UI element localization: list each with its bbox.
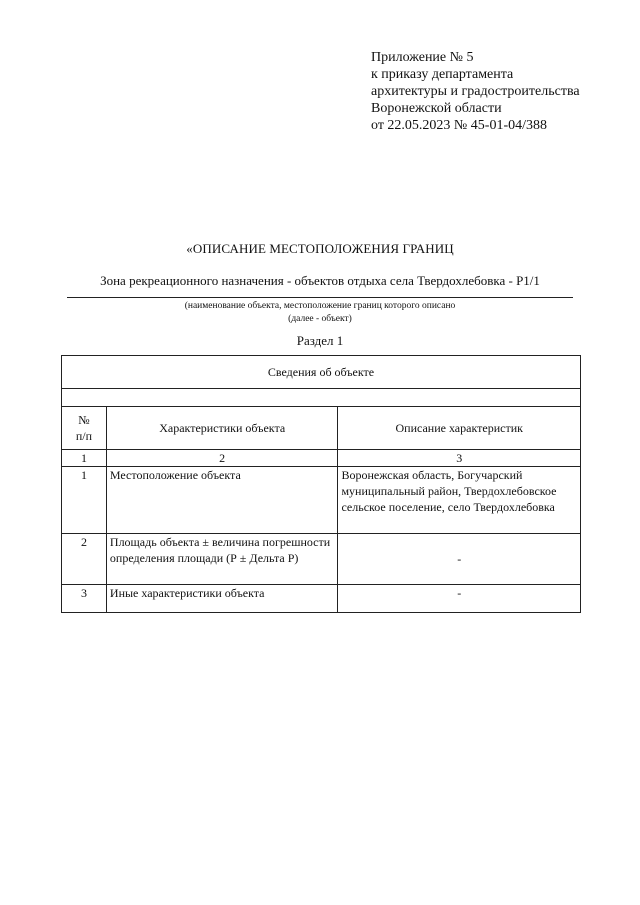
header-number-label: № — [78, 413, 90, 427]
row-characteristic: Местоположение объекта — [106, 467, 338, 534]
row-description: - — [338, 534, 581, 585]
header-description: Описание характеристик — [338, 407, 581, 450]
appendix-line: Приложение № 5 — [371, 50, 474, 65]
header-number-sublabel: п/п — [75, 429, 93, 443]
column-number: 3 — [338, 450, 581, 467]
row-description: - — [338, 585, 581, 613]
row-number: 3 — [62, 585, 107, 613]
appendix-line: от 22.05.2023 № 45-01-04/388 — [371, 118, 548, 133]
column-number: 2 — [106, 450, 338, 467]
table-empty-row — [62, 389, 581, 407]
object-info-table — [61, 355, 581, 613]
row-number: 1 — [62, 467, 107, 534]
row-number: 2 — [62, 534, 107, 585]
table-row — [62, 467, 581, 534]
object-caption — [0, 300, 640, 326]
header-number-cell — [62, 407, 107, 450]
table-row — [62, 534, 581, 585]
row-characteristic: Иные характеристики объекта — [106, 585, 338, 613]
caption-line: (наименование объекта, местоположение границ которого описано — [184, 301, 456, 311]
object-name: Зона рекреационного назначения - объектов отдыха села Твердохлебовка - Р1/1 — [100, 273, 540, 288]
section-heading: Раздел 1 — [296, 333, 344, 348]
table-heading: Сведения об объекте — [62, 356, 581, 389]
document-title: «ОПИСАНИЕ МЕСТОПОЛОЖЕНИЯ ГРАНИЦ — [186, 241, 454, 256]
caption-line: (далее - объект) — [288, 314, 352, 324]
column-number: 1 — [62, 450, 107, 467]
appendix-line: архитектуры и градостроительства — [371, 84, 580, 99]
row-characteristic: Площадь объекта ± величина погрешности определения площади (Р ± Дельта Р) — [106, 534, 338, 585]
appendix-line: Воронежской области — [371, 101, 502, 116]
row-description: Воронежская область, Богучарский муниципальный район, Твердохлебовское сельское поселение, село Твердохлебовка — [338, 467, 581, 534]
header-characteristics: Характеристики объекта — [106, 407, 338, 450]
table-row — [62, 585, 581, 613]
appendix-line: к приказу департамента — [371, 67, 514, 82]
underline-divider — [67, 297, 573, 298]
appendix-block — [371, 49, 580, 134]
